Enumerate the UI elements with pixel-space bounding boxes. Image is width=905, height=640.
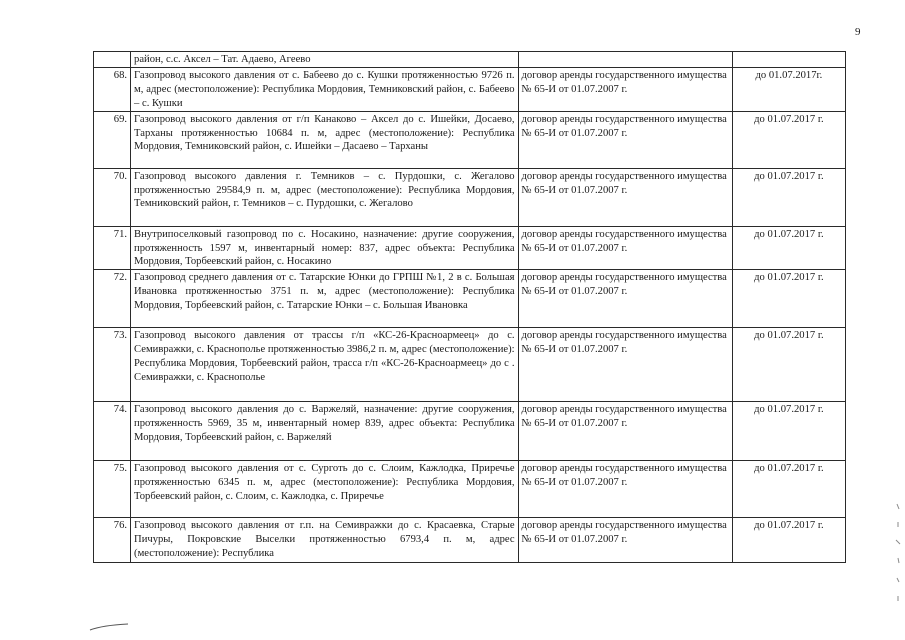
row-number: 69. (94, 111, 131, 168)
object-description: Газопровод высокого давления от г.п. на Семивражки до с. Красаевка, Старые Пичуры, Покровские Выселки протяженностью 6793,4 п. м, адрес (местоположение): Республика (131, 518, 519, 563)
lease-term: до 01.07.2017 г. (732, 270, 845, 328)
lease-basis: договор аренды государственного имущества № 65-И от 01.07.2007 г. (518, 402, 732, 461)
object-description: Внутрипоселковый газопровод по с. Носакино, назначение: другие сооружения, протяженность 1597 м, инвентарный номер: 837, адрес объекта: Республика Мордовия, Торбеевский район, с. Носакино (131, 226, 519, 270)
table-row (94, 518, 846, 563)
pen-stroke-mark (88, 622, 130, 632)
lease-term: до 01.07.2017г. (732, 67, 845, 111)
table-row (94, 111, 846, 168)
table-row (94, 328, 846, 402)
object-description: Газопровод высокого давления от трассы г/п «КС-26-Красноармеец» до с. Семивражки, с. Краснополье протяженностью 3986,2 п. м, адрес (местоположение): Республика Мордовия, Торбеевский район, трасса г/п «КС-26-Красноармеец» до с . Семивражки, с. Краснополье (131, 328, 519, 402)
lease-term: до 01.07.2017 г. (732, 518, 845, 563)
lease-term: до 01.07.2017 г. (732, 168, 845, 226)
table-row (94, 270, 846, 328)
lease-term: до 01.07.2017 г. (732, 461, 845, 518)
table-row (94, 168, 846, 226)
lease-basis (518, 52, 732, 68)
property-table (93, 51, 846, 563)
table-row (94, 226, 846, 270)
lease-term: до 01.07.2017 г. (732, 226, 845, 270)
row-number: 76. (94, 518, 131, 563)
row-number: 71. (94, 226, 131, 270)
object-description: Газопровод высокого давления от г/п Канаково – Аксел до с. Ишейки, Досаево, Тарханы протяженностью 10684 п. м, адрес (местоположение): Республика Мордовия, Темниковский район, с. Ишейки – Дасаево – Тарханы (131, 111, 519, 168)
lease-term: до 01.07.2017 г. (732, 402, 845, 461)
table-row (94, 52, 846, 68)
lease-basis: договор аренды государственного имущества № 65-И от 01.07.2007 г. (518, 461, 732, 518)
table-row (94, 67, 846, 111)
row-number: 73. (94, 328, 131, 402)
row-number: 70. (94, 168, 131, 226)
lease-basis: договор аренды государственного имущества № 65-И от 01.07.2007 г. (518, 518, 732, 563)
page-number: 9 (855, 26, 861, 38)
table-row (94, 461, 846, 518)
lease-term: до 01.07.2017 г. (732, 111, 845, 168)
object-description: Газопровод высокого давления до с. Варжеляй, назначение: другие сооружения, протяженность 5969, 35 м, инвентарный номер 839, адрес объекта: Республика Мордовия, Торбеевский район, с. Варжеляй (131, 402, 519, 461)
row-number: 74. (94, 402, 131, 461)
lease-term: до 01.07.2017 г. (732, 328, 845, 402)
lease-basis: договор аренды государственного имущества № 65-И от 01.07.2007 г. (518, 67, 732, 111)
lease-basis: договор аренды государственного имущества № 65-И от 01.07.2007 г. (518, 270, 732, 328)
lease-basis: договор аренды государственного имущества № 65-И от 01.07.2007 г. (518, 328, 732, 402)
margin-scan-marks (893, 500, 903, 610)
object-description: Газопровод высокого давления от с. Бабеево до с. Кушки протяженностью 9726 п. м, адрес (местоположение): Республика Мордовия, Темниковский район, с. Бабеево – с. Кушки (131, 67, 519, 111)
lease-basis: договор аренды государственного имущества № 65-И от 01.07.2007 г. (518, 168, 732, 226)
lease-basis: договор аренды государственного имущества № 65-И от 01.07.2007 г. (518, 226, 732, 270)
object-description: Газопровод среднего давления от с. Татарские Юнки до ГРПШ №1, 2 в с. Большая Ивановка протяженностью 3751 п. м, адрес (местоположение): Республика Мордовия, Торбеевский район, с. Татарские Юнки – с. Большая Ивановка (131, 270, 519, 328)
object-description: Газопровод высокого давления г. Темников – с. Пурдошки, с. Жегалово протяженностью 29584,9 п. м, адрес (местоположение): Республика Мордовия, Темниковский район, г. Темников – с. Пурдошки, с. Жегалово (131, 168, 519, 226)
object-description: Газопровод высокого давления от с. Сурготь до с. Слоим, Кажлодка, Приречье протяженностью 6345 п. м, адрес (местоположение): Республика Мордовия, Торбеевский район, с. Слоим, с. Кажлодка, с. Приречье (131, 461, 519, 518)
row-number (94, 52, 131, 68)
object-description: район, с.с. Аксел – Тат. Адаево, Агеево (131, 52, 519, 68)
lease-basis: договор аренды государственного имущества № 65-И от 01.07.2007 г. (518, 111, 732, 168)
row-number: 68. (94, 67, 131, 111)
row-number: 72. (94, 270, 131, 328)
lease-term (732, 52, 845, 68)
table-row (94, 402, 846, 461)
row-number: 75. (94, 461, 131, 518)
